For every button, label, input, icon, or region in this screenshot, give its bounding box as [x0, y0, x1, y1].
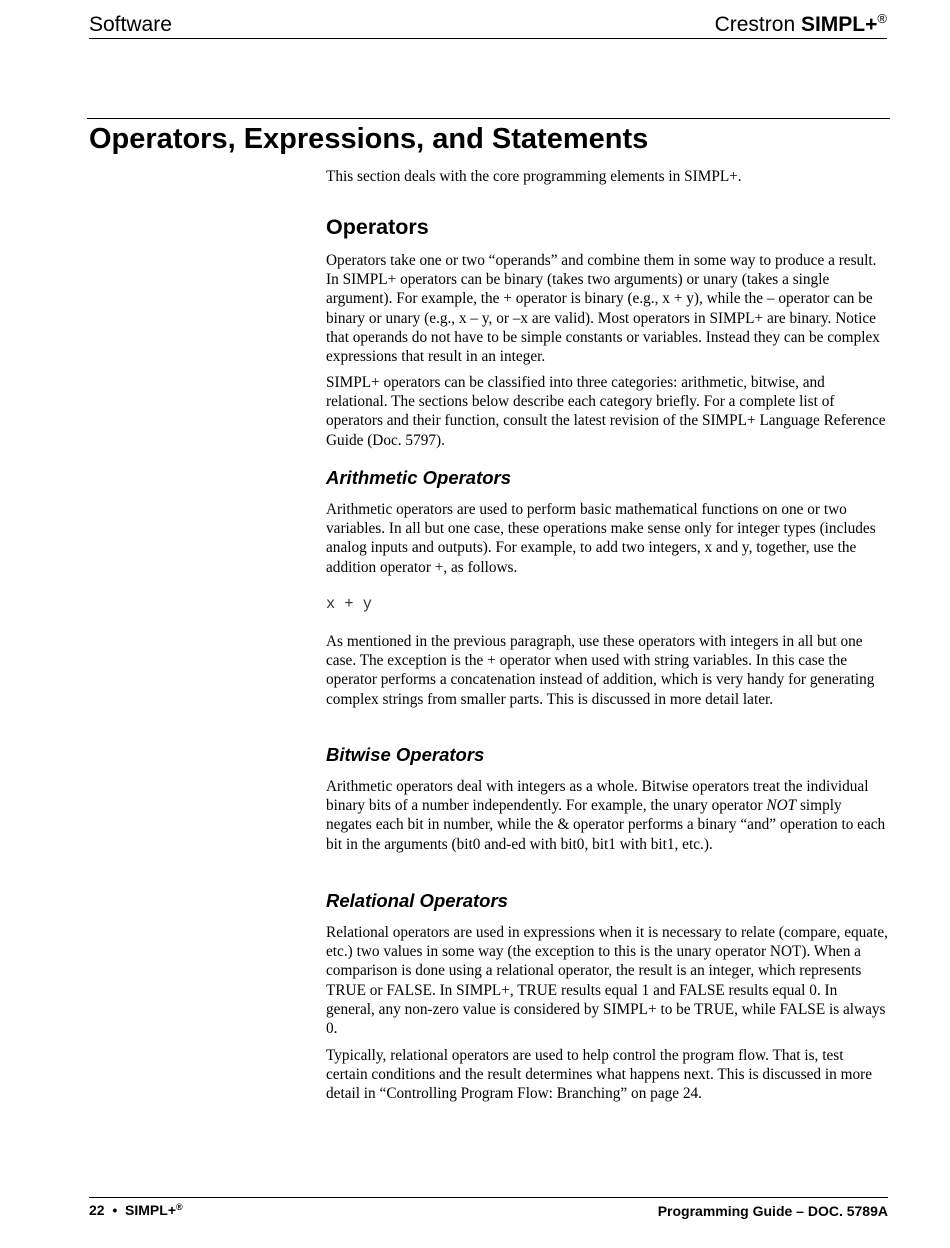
page-title: Operators, Expressions, and Statements: [89, 123, 649, 155]
relational-paragraph-2: Typically, relational operators are used to help control the program flow. That is, test certain conditions and the result determines what happens next. This is discussed in more detail in “Controlling Program Flow: Branching” on page 24.: [326, 1047, 873, 1103]
bitwise-paragraph: [326, 777, 888, 854]
running-header: [89, 10, 887, 39]
footer-registered-mark: ®: [176, 1202, 183, 1212]
footer-page-info: [89, 1202, 183, 1218]
arithmetic-paragraph-1: Arithmetic operators are used to perform basic mathematical functions on one or two variables. In all but one case, these operations make sense only for integer types (includes analog inputs and outputs). For example, to add two integers, x and y, together, use the addition operator +, as follows.: [326, 501, 876, 576]
bitwise-text-b: simply negates each bit in number, while the & operator performs a binary “and” operation to each bit in the arguments (bit0 and-ed with bit0, bit1 with bit1, etc.).: [326, 797, 886, 853]
header-section-name: Software: [89, 13, 172, 36]
not-operator-term: NOT: [766, 797, 797, 815]
code-example: x + y: [326, 595, 372, 613]
page-number: 22: [89, 1202, 105, 1218]
header-product-name: [715, 13, 887, 37]
title-rule: [87, 118, 890, 119]
operators-heading: Operators: [326, 215, 429, 239]
arithmetic-heading: Arithmetic Operators: [326, 467, 512, 488]
bitwise-text-a: Arithmetic operators deal with integers as a whole. Bitwise operators treat the individual binary bits of a number independently. For example, the unary operator: [326, 778, 869, 815]
header-brand: Crestron: [714, 13, 796, 36]
operators-paragraph-2: SIMPL+ operators can be classified into three categories: arithmetic, bitwise, and relational. The sections below describe each category briefly. For a complete list of operators and their function, consult the latest revision of the SIMPL+ Language Reference Guide (Doc. 5797).: [326, 374, 886, 449]
running-footer: [89, 1197, 888, 1219]
footer-doc-title: Programming Guide – DOC. 5789A: [657, 1203, 888, 1219]
intro-paragraph: This section deals with the core programming elements in SIMPL+.: [326, 168, 742, 185]
arithmetic-paragraph-2: As mentioned in the previous paragraph, use these operators with integers in all but one case. The exception is the + operator when used with string variables. In this case the operator performs a concatenation instead of addition, which is very handy for generating complex strings from smaller parts. This is discussed in more detail later.: [326, 633, 875, 708]
footer-bullet: •: [112, 1202, 118, 1218]
relational-heading: Relational Operators: [326, 890, 508, 911]
header-product: SIMPL+: [800, 13, 878, 36]
footer-product: SIMPL+: [125, 1202, 177, 1218]
operators-paragraph-1: Operators take one or two “operands” and combine them in some way to produce a result. In SIMPL+ operators can be binary (takes two arguments) or unary (takes a single argument). For example, the + operator is binary (e.g., x + y), while the – operator can be binary or unary (e.g., x – y, or –x are valid). Most operators in SIMPL+ are binary. Notice that operands do not have to be simple constants or variables. Instead they can be complex expressions that result in an integer.: [326, 252, 880, 366]
relational-paragraph-1: Relational operators are used in expressions when it is necessary to relate (compare, equate, etc.) two values in some way (the exception to this is the unary operator NOT). When a comparison is done using a relational operator, the result is an integer, which represents TRUE or FALSE. In SIMPL+, TRUE results equal 1 and FALSE results equal 0. In general, any non-zero value is considered by SIMPL+ to be TRUE, while FALSE is always 0.: [326, 924, 888, 1038]
bitwise-heading: Bitwise Operators: [326, 744, 485, 765]
header-registered-mark: ®: [877, 11, 887, 26]
